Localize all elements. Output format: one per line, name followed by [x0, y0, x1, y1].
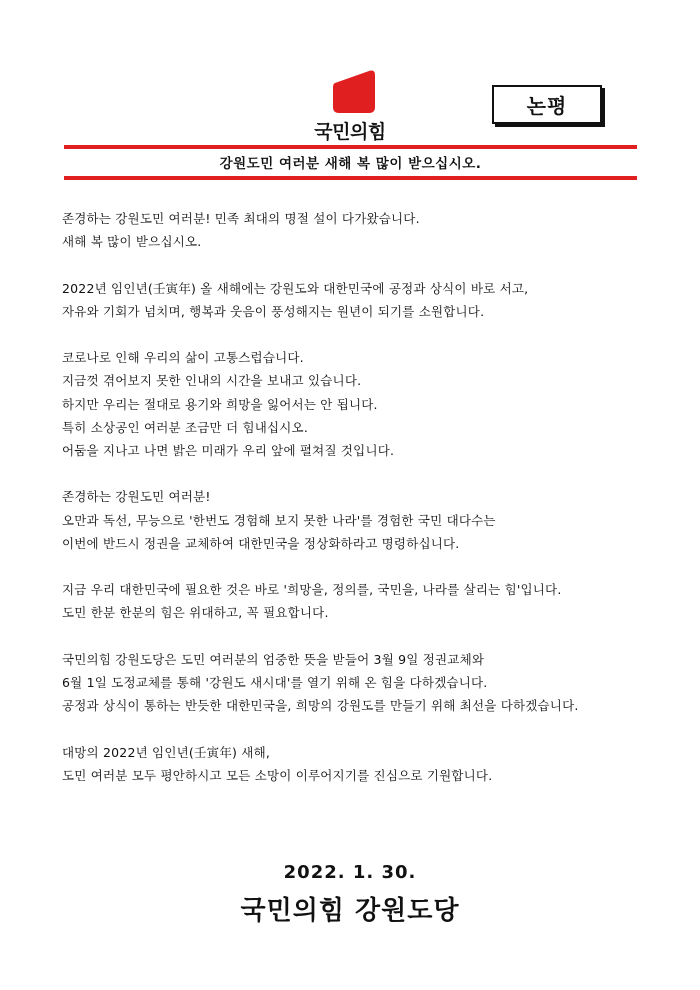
- paragraph-line: 지금껏 겪어보지 못한 인내의 시간을 보내고 있습니다.: [62, 373, 362, 389]
- paragraph-line: 하지만 우리는 절대로 용기와 희망을 잃어서는 안 됩니다.: [62, 396, 378, 412]
- paragraph-line: 자유와 기회가 넘치며, 행복과 웃음이 풍성해지는 원년이 되기를 소원합니다.: [62, 303, 485, 319]
- paragraph-line: 2022년 임인년(壬寅年) 올 새해에는 강원도와 대한민국에 공정과 상식이 바로 서고,: [62, 280, 529, 296]
- paragraph: [62, 648, 642, 718]
- party-logo-text: 국민의힘: [314, 121, 386, 143]
- header-rule-bottom: [64, 176, 637, 180]
- paragraph-line: 공정과 상식이 통하는 반듯한 대한민국을, 희망의 강원도를 만들기 위해 최선을 다하겠습니다.: [62, 698, 579, 714]
- headline: 강원도민 여러분 새해 복 많이 받으십시오.: [219, 156, 482, 172]
- paragraph-line: 도민 여러분 모두 평안하시고 모든 소망이 이루어지기를 진심으로 기원합니다.: [62, 767, 493, 783]
- paragraph-line: 코로나로 인해 우리의 삶이 고통스럽습니다.: [62, 350, 304, 366]
- paragraph: [62, 741, 642, 787]
- paragraph: [62, 207, 642, 253]
- paragraph-line: 특히 소상공인 여러분 조금만 더 힘내십시오.: [62, 419, 308, 435]
- paragraph-line: 어둠을 지나고 나면 밝은 미래가 우리 앞에 펼쳐질 것입니다.: [62, 443, 395, 458]
- paragraph: [62, 578, 642, 624]
- paragraph: [62, 485, 642, 555]
- paragraph-line: 이번에 반드시 정권을 교체하여 대한민국을 정상화하라고 명령하십니다.: [62, 535, 460, 551]
- signature: 국민의힘 강원도당: [240, 896, 460, 926]
- paragraph-line: 지금 우리 대한민국에 필요한 것은 바로 '희망을, 정의를, 국민을, 나라를 살리는 힘'입니다.: [62, 582, 562, 598]
- paragraph-line: 도민 한분 한분의 힘은 위대하고, 꼭 필요합니다.: [62, 605, 329, 621]
- paragraph-line: 존경하는 강원도민 여러분! 민족 최대의 명절 설이 다가왔습니다.: [62, 211, 420, 226]
- paragraph: [62, 277, 642, 323]
- date: 2022. 1. 30.: [283, 862, 417, 883]
- paragraph-line: 6월 1일 도정교체를 통해 '강원도 새시대'를 열기 위해 온 힘을 다하겠습니다.: [62, 674, 488, 690]
- paragraph-line: 대망의 2022년 임인년(壬寅年) 새해,: [62, 744, 271, 760]
- paragraph-line: 오만과 독선, 무능으로 '한번도 경험해 보지 못한 나라'를 경험한 국민 대다수는: [62, 512, 496, 528]
- paragraph: [62, 346, 642, 462]
- statement-body: [62, 207, 642, 810]
- document-type-badge: 논평: [492, 85, 602, 124]
- paragraph-line: 국민의힘 강원도당은 도민 여러분의 엄중한 뜻을 받들어 3월 9일 정권교체와: [62, 651, 485, 667]
- paragraph-line: 새해 복 많이 받으십시오.: [62, 234, 202, 250]
- party-logo-icon: [331, 69, 377, 113]
- header-rule-top: [64, 145, 637, 149]
- paragraph-line: 존경하는 강원도민 여러분!: [62, 489, 211, 505]
